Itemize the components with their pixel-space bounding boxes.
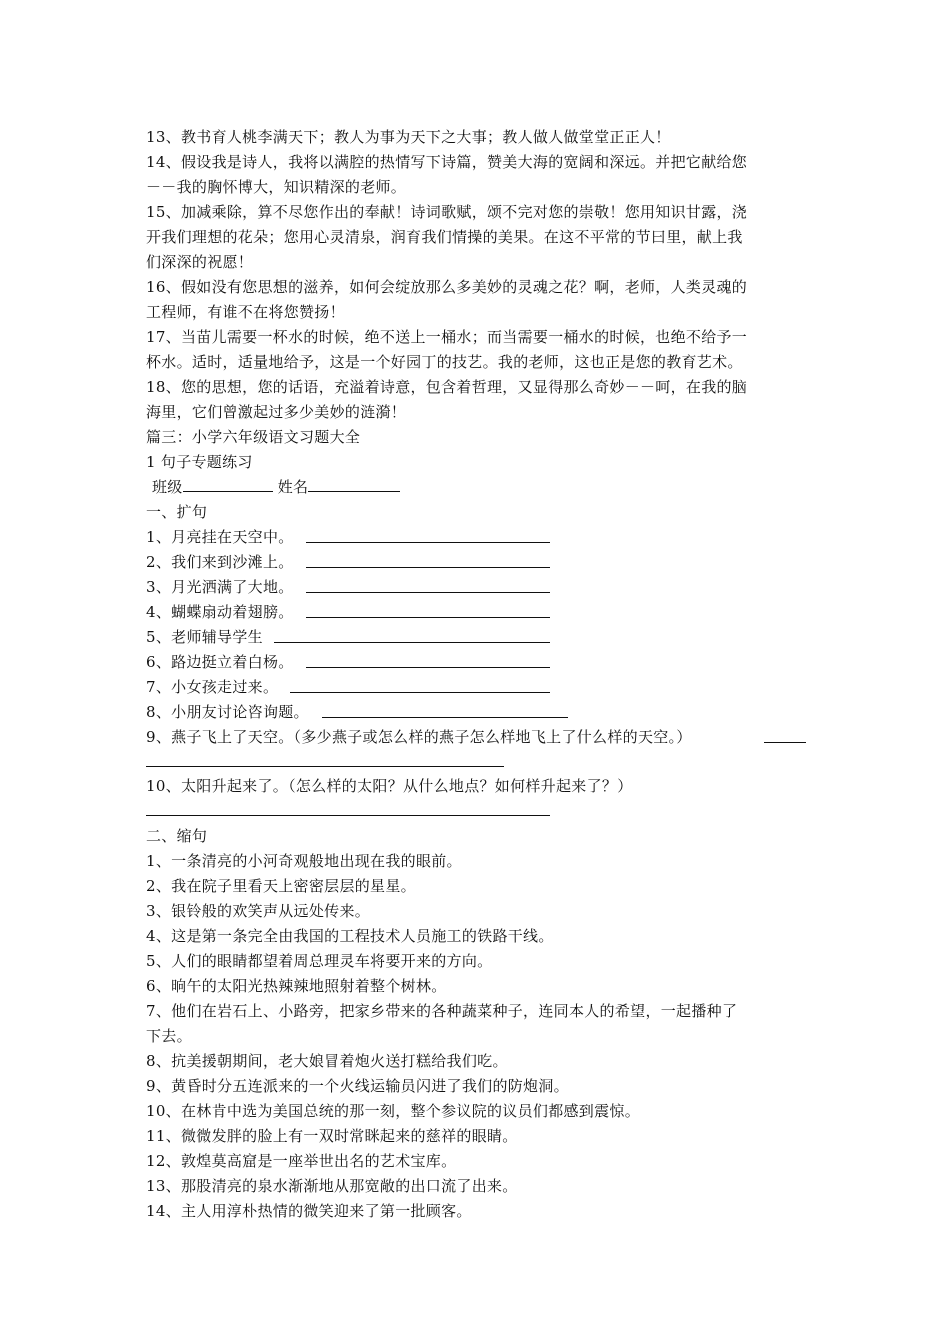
text-line: 工程师，有谁不在将您赞扬！	[146, 303, 345, 321]
text-line: 16、假如没有您思想的滋养，如何会绽放那么多美妙的灵魂之花？啊，老师，人类灵魂的	[146, 278, 748, 296]
section-title: 篇三：小学六年级语文习题大全	[146, 428, 361, 446]
answer-blank[interactable]	[306, 542, 550, 543]
expand-item: 1、月亮挂在天空中。	[146, 528, 294, 546]
shrink-item: 10、在林肯中选为美国总统的那一刻，整个参议院的议员们都感到震惊。	[146, 1102, 640, 1120]
shrink-item: 11、微微发胖的脸上有一双时常眯起来的慈祥的眼睛。	[146, 1127, 518, 1145]
text-line: －－我的胸怀博大，知识精深的老师。	[146, 178, 407, 196]
class-name-line	[152, 477, 822, 497]
shrink-item: 12、敦煌莫高窟是一座举世出名的艺术宝库。	[146, 1152, 457, 1170]
shrink-item: 8、抗美援朝期间，老大娘冒着炮火送打糕给我们吃。	[146, 1052, 508, 1070]
name-blank[interactable]	[308, 477, 400, 492]
answer-blank[interactable]	[764, 742, 806, 743]
answer-blank[interactable]	[306, 667, 550, 668]
expand-item: 5、老师辅导学生	[146, 628, 263, 646]
class-label: 班级	[152, 478, 183, 496]
text-line: 15、加减乘除，算不尽您作出的奉献！诗词歌赋，颂不完对您的崇敬！您用知识甘露，浇	[146, 203, 748, 221]
expand-heading: 一、扩句	[146, 503, 208, 521]
expand-item: 6、路边挺立着白杨。	[146, 653, 294, 671]
answer-blank[interactable]	[306, 567, 550, 568]
class-blank[interactable]	[183, 477, 273, 492]
answer-blank[interactable]	[146, 815, 550, 816]
shrink-item: 4、这是第一条完全由我国的工程技术人员施工的铁路干线。	[146, 927, 554, 945]
answer-blank[interactable]	[274, 642, 550, 643]
answer-blank[interactable]	[306, 592, 550, 593]
shrink-item: 6、晌午的太阳光热辣辣地照射着整个树林。	[146, 977, 447, 995]
expand-item: 2、我们来到沙滩上。	[146, 553, 294, 571]
shrink-item: 5、人们的眼睛都望着周总理灵车将要开来的方向。	[146, 952, 493, 970]
expand-item: 4、蝴蝶扇动着翅膀。	[146, 603, 294, 621]
expand-item: 10、太阳升起来了。（怎么样的太阳？从什么地点？如何样升起来了？）	[146, 777, 633, 795]
text-line: 海里，它们曾激起过多少美妙的涟漪！	[146, 403, 407, 421]
shrink-item: 13、那股清亮的泉水渐渐地从那宽敞的出口流了出来。	[146, 1177, 518, 1195]
name-label: 姓名	[277, 478, 309, 496]
shrink-item: 9、黄昏时分五连派来的一个火线运输员闪进了我们的防炮洞。	[146, 1077, 569, 1095]
text-line: 们深深的祝愿！	[146, 253, 254, 271]
shrink-item: 14、主人用淳朴热情的微笑迎来了第一批顾客。	[146, 1202, 472, 1220]
text-line: 14、假设我是诗人，我将以满腔的热情写下诗篇，赞美大海的宽阔和深远。并把它献给您	[146, 153, 748, 171]
expand-item: 8、小朋友讨论咨询题。	[146, 703, 309, 721]
expand-item: 3、月光洒满了大地。	[146, 578, 294, 596]
shrink-item: 3、银铃般的欢笑声从远处传来。	[146, 902, 371, 920]
text-line: 开我们理想的花朵；您用心灵清泉，润育我们情操的美果。在这不平常的节曰里，献上我	[146, 228, 743, 246]
answer-blank[interactable]	[146, 766, 504, 767]
shrink-item: 2、我在院子里看天上密密层层的星星。	[146, 877, 416, 895]
text-line: 13、教书育人桃李满天下；教人为事为天下之大事；教人做人做堂堂正正人！	[146, 128, 671, 146]
text-line: 杯水。适时，适量地给予，这是一个好园丁的技艺。我的老师，这也正是您的教育艺术。	[146, 353, 743, 371]
shrink-item: 下去。	[146, 1027, 192, 1045]
shrink-heading: 二、缩句	[146, 827, 208, 845]
shrink-item: 1、一条清亮的小河奇观般地出现在我的眼前。	[146, 852, 462, 870]
expand-item: 7、小女孩走过来。	[146, 678, 279, 696]
answer-blank[interactable]	[322, 717, 568, 718]
answer-blank[interactable]	[290, 692, 550, 693]
answer-blank[interactable]	[306, 617, 550, 618]
text-line: 17、当苗儿需要一杯水的时候，绝不送上一桶水；而当需要一桶水的时候，也绝不给予一	[146, 328, 748, 346]
subsection-title: 1 句子专题练习	[146, 453, 253, 471]
expand-item: 9、燕子飞上了天空。（多少燕子或怎么样的燕子怎么样地飞上了什么样的天空。）	[146, 728, 692, 746]
shrink-item: 7、他们在岩石上、小路旁，把家乡带来的各种蔬菜种子，连同本人的希望，一起播种了	[146, 1002, 738, 1020]
text-line: 18、您的思想，您的话语，充溢着诗意，包含着哲理，又显得那么奇妙－－呵，在我的脑	[146, 378, 748, 396]
